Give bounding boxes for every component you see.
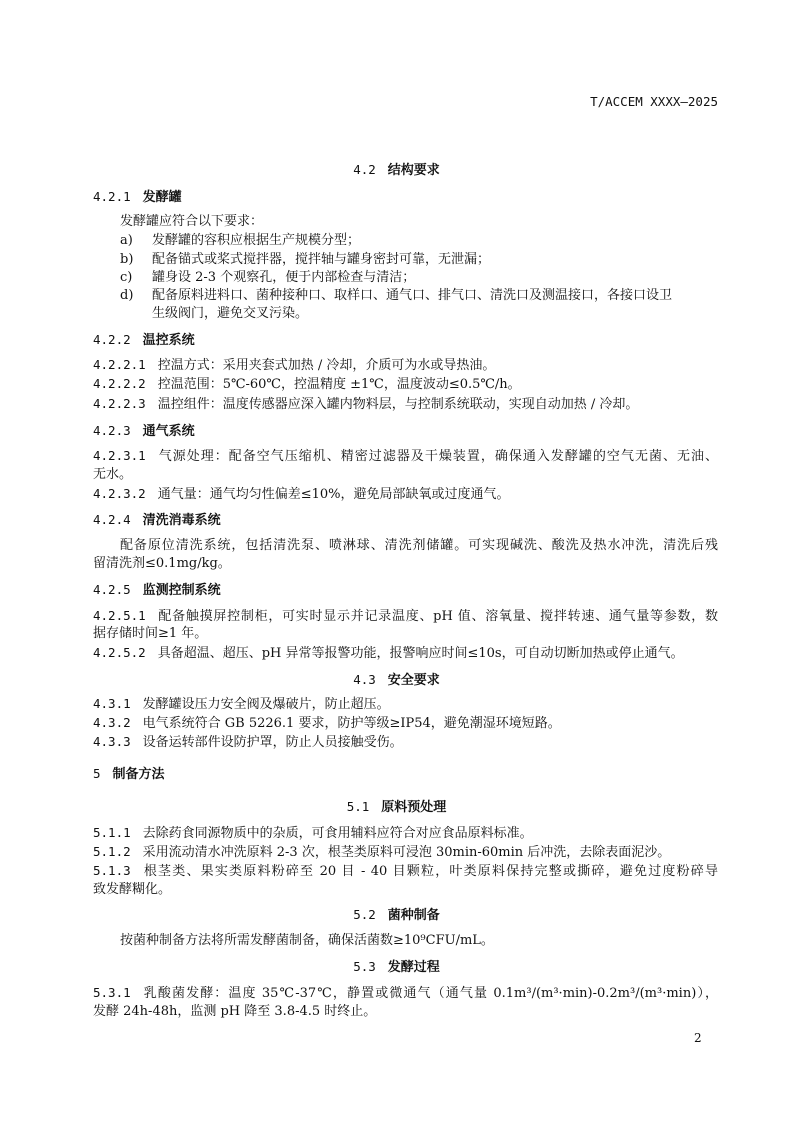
clause bbox=[93, 645, 684, 662]
clause-number: 4.2.3.1 bbox=[93, 448, 146, 463]
clause-text: 温控组件：温度传感器应深入罐内物料层，与控制系统联动，实现自动加热 / 冷却。 bbox=[157, 397, 639, 412]
list-item bbox=[120, 252, 490, 268]
clause-text: 去除药食同源物质中的杂质，可食用辅料应符合对应食品原料标准。 bbox=[142, 826, 533, 841]
list-label: b) bbox=[120, 252, 134, 267]
clause bbox=[93, 844, 670, 861]
clause-title: 监测控制系统 bbox=[142, 583, 221, 598]
clause-number: 4.2.5 bbox=[93, 582, 131, 597]
clause-number: 4.2.4 bbox=[93, 512, 131, 527]
clause bbox=[93, 486, 509, 503]
list-label: d) bbox=[120, 288, 134, 303]
paragraph: 按菌种制备方法将所需发酵菌制备，确保活菌数≥10⁹CFU/mL。 bbox=[120, 933, 494, 948]
clause-number: 4.2.5.1 bbox=[93, 608, 146, 623]
clause-number: 4.3.3 bbox=[93, 734, 131, 749]
clause bbox=[93, 715, 561, 732]
section-title: 原料预处理 bbox=[381, 800, 447, 815]
list-text: 配备原料进料口、菌种接种口、取样口、通气口、排气口、清洗口及测温接口，各接口设卫 bbox=[152, 288, 673, 303]
clause-text: 电气系统符合 GB 5226.1 要求，防护等级≥IP54，避免潮湿环境短路。 bbox=[142, 716, 561, 731]
clause-number: 4.2.2.3 bbox=[93, 396, 146, 411]
paragraph: 配备原位清洗系统，包括清洗泵、喷淋球、清洗剂储罐。可实现碱洗、酸洗及热水冲洗，清洗后残 bbox=[120, 538, 718, 553]
clause-text: 具备超温、超压、pH 异常等报警功能，报警响应时间≤10s，可自动切断加热或停止通气。 bbox=[157, 646, 684, 661]
clause-number: 4.2.2.1 bbox=[93, 357, 146, 372]
clause-title: 发酵罐 bbox=[142, 190, 182, 205]
clause-number: 4.2.3.2 bbox=[93, 486, 146, 501]
clause bbox=[93, 608, 718, 625]
clause-text: 配备触摸屏控制柜，可实时显示并记录温度、pH 值、溶氧量、搅拌转速、通气量等参数，数 bbox=[157, 609, 718, 624]
paragraph: 发酵罐应符合以下要求： bbox=[120, 214, 264, 229]
chapter-heading-5 bbox=[93, 766, 165, 783]
chapter-number: 5 bbox=[93, 766, 101, 781]
section-number: 4.3 bbox=[353, 672, 376, 687]
clause-number: 4.2.2.2 bbox=[93, 376, 146, 391]
section-title: 结构要求 bbox=[387, 163, 440, 178]
clause-number: 4.2.3 bbox=[93, 423, 131, 438]
clause bbox=[93, 448, 718, 465]
section-title: 菌种制备 bbox=[387, 908, 440, 923]
clause-number: 5.3.1 bbox=[93, 985, 131, 1000]
clause-continued: 发酵 24h-48h，监测 pH 降至 3.8-4.5 时终止。 bbox=[93, 1004, 377, 1019]
clause-continued: 据存储时间≥1 年。 bbox=[93, 626, 208, 641]
clause-text: 气源处理：配备空气压缩机、精密过滤器及干燥装置，确保通入发酵罐的空气无菌、无油、 bbox=[157, 449, 718, 464]
clause-number: 4.2.1 bbox=[93, 189, 131, 204]
section-title: 发酵过程 bbox=[387, 960, 440, 975]
section-title: 安全要求 bbox=[387, 673, 440, 688]
list-label: a) bbox=[120, 233, 133, 248]
list-text: 配备锚式或桨式搅拌器，搅拌轴与罐身密封可靠，无泄漏； bbox=[152, 252, 491, 267]
clause-continued: 无水。 bbox=[93, 467, 133, 482]
clause-text: 发酵罐设压力安全阀及爆破片，防止超压。 bbox=[142, 697, 390, 712]
clause bbox=[93, 863, 718, 880]
clause-number: 5.1.1 bbox=[93, 825, 131, 840]
list-item bbox=[120, 233, 360, 249]
clause-number: 5.1.2 bbox=[93, 844, 131, 859]
clause-number: 4.2.5.2 bbox=[93, 645, 146, 660]
heading-4-2-3 bbox=[93, 423, 195, 440]
section-heading-4-2 bbox=[0, 162, 793, 179]
clause bbox=[93, 985, 718, 1002]
section-number: 4.2 bbox=[353, 162, 376, 177]
clause-number: 4.3.2 bbox=[93, 715, 131, 730]
list-text-continued: 生级阀门，避免交叉污染。 bbox=[152, 306, 309, 321]
list-label: c) bbox=[120, 270, 133, 285]
clause-title: 通气系统 bbox=[142, 424, 195, 439]
section-heading-5-3 bbox=[0, 959, 793, 976]
heading-4-2-2 bbox=[93, 332, 195, 349]
document-header: T/ACCEM XXXX—2025 bbox=[590, 94, 718, 109]
clause-text: 控温方式：采用夹套式加热 / 冷却，介质可为水或导热油。 bbox=[157, 358, 496, 373]
clause-continued: 致发酵糊化。 bbox=[93, 882, 172, 897]
paragraph-continued: 留清洗剂≤0.1mg/kg。 bbox=[93, 556, 231, 571]
section-number: 5.2 bbox=[353, 907, 376, 922]
heading-4-2-1 bbox=[93, 189, 182, 206]
heading-4-2-4 bbox=[93, 512, 221, 529]
clause bbox=[93, 696, 390, 713]
clause-title: 温控系统 bbox=[142, 333, 195, 348]
clause-number: 4.2.2 bbox=[93, 332, 131, 347]
clause-text: 根茎类、果实类原料粉碎至 20 目 - 40 目颗粒，叶类原料保持完整或撕碎，避免过度粉碎导 bbox=[142, 864, 718, 879]
heading-4-2-5 bbox=[93, 582, 221, 599]
clause-text: 通气量：通气均匀性偏差≤10%，避免局部缺氧或过度通气。 bbox=[157, 487, 510, 502]
chapter-title: 制备方法 bbox=[112, 767, 165, 782]
list-item bbox=[120, 288, 672, 304]
clause bbox=[93, 396, 638, 413]
clause bbox=[93, 734, 403, 751]
clause-text: 控温范围：5℃-60℃，控温精度 ±1℃，温度波动≤0.5℃/h。 bbox=[157, 377, 521, 392]
clause-text: 设备运转部件设防护罩，防止人员接触受伤。 bbox=[142, 735, 403, 750]
clause-number: 4.3.1 bbox=[93, 696, 131, 711]
clause bbox=[93, 357, 495, 374]
clause-text: 乳酸菌发酵：温度 35℃-37℃，静置或微通气（通气量 0.1m³/(m³·min)-0.2m³/(m³·min)）， bbox=[142, 986, 718, 1001]
clause-number: 5.1.3 bbox=[93, 863, 131, 878]
list-text: 罐身设 2-3 个观察孔，便于内部检查与清洁； bbox=[152, 270, 416, 285]
section-number: 5.1 bbox=[346, 799, 370, 814]
clause bbox=[93, 825, 533, 842]
page-number: 2 bbox=[694, 1031, 702, 1045]
list-item bbox=[120, 270, 415, 286]
section-number: 5.3 bbox=[353, 959, 376, 974]
section-heading-5-1 bbox=[0, 799, 793, 816]
section-heading-5-2 bbox=[0, 907, 793, 924]
clause bbox=[93, 376, 521, 393]
clause-title: 清洗消毒系统 bbox=[142, 513, 221, 528]
clause-text: 采用流动清水冲洗原料 2-3 次，根茎类原料可浸泡 30min-60min 后冲洗，去除表面泥沙。 bbox=[142, 845, 671, 860]
list-text: 发酵罐的容积应根据生产规模分型； bbox=[152, 233, 361, 248]
section-heading-4-3 bbox=[0, 672, 793, 689]
